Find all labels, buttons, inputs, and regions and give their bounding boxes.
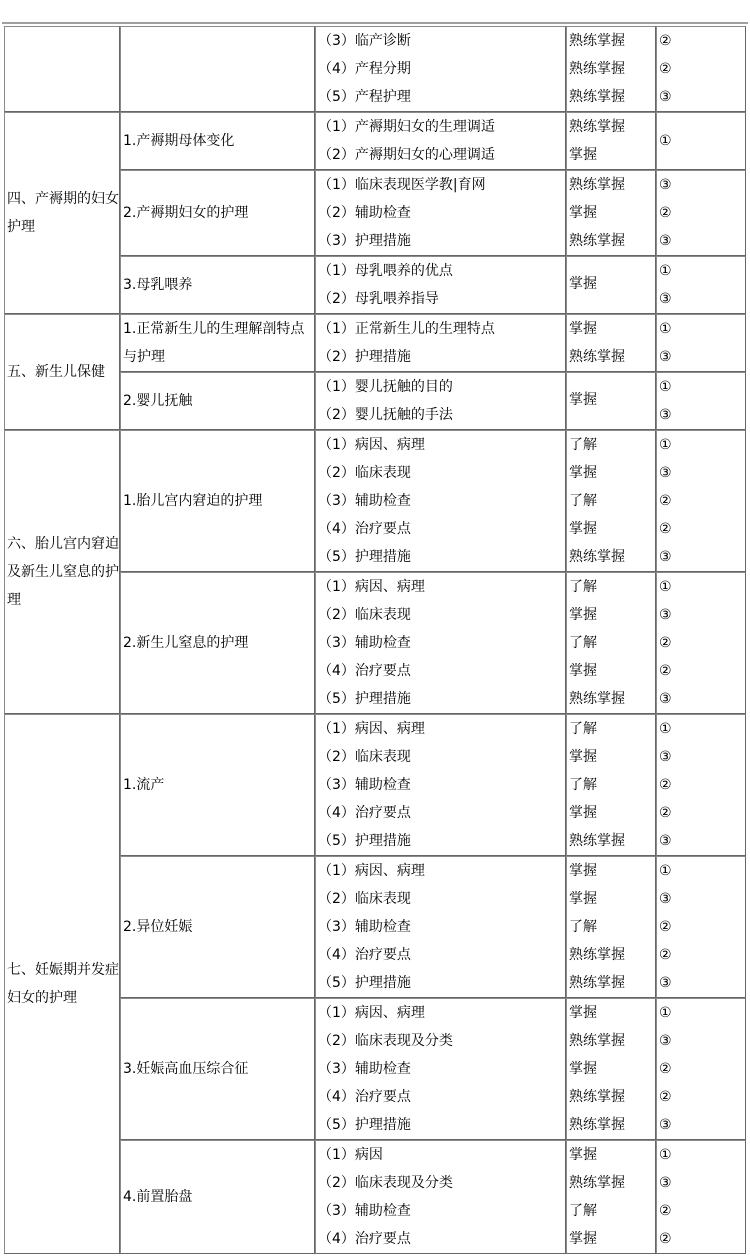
level-cell xyxy=(566,856,656,998)
content-text: （5）护理措施 xyxy=(318,1117,411,1133)
section-title-cell: 2.异位妊娠 xyxy=(120,856,315,998)
top-rule xyxy=(2,22,748,24)
section-title-cell xyxy=(120,26,315,112)
level-text: 熟练掌握 xyxy=(569,33,625,49)
content-text: （2）产褥期妇女的心理调适 xyxy=(318,147,495,163)
content-text: （2）临床表现及分类 xyxy=(318,1033,453,1049)
table-row xyxy=(4,112,746,170)
content-text: （2）辅助检查 xyxy=(318,205,411,221)
grade-text: ② xyxy=(659,1203,672,1219)
grade-cell xyxy=(656,170,746,256)
section-title-cell: 2.婴儿抚触 xyxy=(120,372,315,430)
content-text: （4）治疗要点 xyxy=(318,521,411,537)
level-text: 掌握 xyxy=(569,465,597,481)
content-text: （3）辅助检查 xyxy=(318,635,411,651)
level-cell xyxy=(566,714,656,856)
level-text: 熟练掌握 xyxy=(569,947,625,963)
grade-text: ③ xyxy=(659,549,672,565)
section-title-cell: 3.母乳喂养 xyxy=(120,256,315,314)
level-text: 掌握 xyxy=(569,147,597,163)
table-row xyxy=(4,26,746,112)
level-text: 掌握 xyxy=(569,521,597,537)
content-text: （3）辅助检查 xyxy=(318,493,411,509)
content-text: （2）临床表现 xyxy=(318,465,411,481)
content-cell xyxy=(315,112,566,170)
level-text: 了解 xyxy=(569,777,597,793)
content-text: （1）病因 xyxy=(318,1147,383,1163)
level-cell xyxy=(566,170,656,256)
content-text: （4）产程分期 xyxy=(318,61,411,77)
level-text: 熟练掌握 xyxy=(569,89,625,105)
level-cell xyxy=(566,256,656,314)
grade-text: ③ xyxy=(659,177,672,193)
grade-cell xyxy=(656,314,746,372)
level-text: 掌握 xyxy=(569,891,597,907)
level-text: 了解 xyxy=(569,1203,597,1219)
grade-text: ① xyxy=(659,1147,672,1163)
grade-text: ② xyxy=(659,777,672,793)
level-text: 掌握 xyxy=(569,321,597,337)
level-text: 熟练掌握 xyxy=(569,1089,625,1105)
grade-text: ② xyxy=(659,1061,672,1077)
level-text: 掌握 xyxy=(569,1147,597,1163)
level-text: 熟练掌握 xyxy=(569,177,625,193)
table-row xyxy=(4,430,746,572)
table-row xyxy=(4,314,746,372)
content-text: （3）辅助检查 xyxy=(318,777,411,793)
grade-cell xyxy=(656,112,746,170)
section-title-cell: 4.前置胎盘 xyxy=(120,1140,315,1254)
content-text: （4）治疗要点 xyxy=(318,1089,411,1105)
grade-text: ② xyxy=(659,493,672,509)
level-text: 熟练掌握 xyxy=(569,833,625,849)
content-text: （5）护理措施 xyxy=(318,975,411,991)
level-text: 掌握 xyxy=(569,276,597,293)
level-text: 了解 xyxy=(569,635,597,651)
grade-text: ① xyxy=(659,263,672,279)
table-row xyxy=(4,714,746,856)
grade-text: ① xyxy=(659,321,672,337)
content-text: （1）病因、病理 xyxy=(318,721,425,737)
grade-cell xyxy=(656,372,746,430)
grade-text: ③ xyxy=(659,607,672,623)
grade-text: ② xyxy=(659,947,672,963)
grade-text: ② xyxy=(659,1231,672,1247)
grade-text: ③ xyxy=(659,891,672,907)
grade-text: ③ xyxy=(659,349,672,365)
syllabus-table-body xyxy=(4,26,746,1254)
level-text: 熟练掌握 xyxy=(569,233,625,249)
level-text: 掌握 xyxy=(569,749,597,765)
content-cell xyxy=(315,430,566,572)
level-text: 熟练掌握 xyxy=(569,61,625,77)
content-text: （1）正常新生儿的生理特点 xyxy=(318,321,495,337)
grade-text: ③ xyxy=(659,233,672,249)
level-text: 熟练掌握 xyxy=(569,691,625,707)
level-text: 熟练掌握 xyxy=(569,349,625,365)
content-text: （2）婴儿抚触的手法 xyxy=(318,407,453,423)
level-text: 了解 xyxy=(569,437,597,453)
level-text: 熟练掌握 xyxy=(569,549,625,565)
content-text: （2）临床表现 xyxy=(318,891,411,907)
grade-text: ③ xyxy=(659,291,672,307)
level-text: 了解 xyxy=(569,721,597,737)
grade-text: ② xyxy=(659,205,672,221)
level-text: 了解 xyxy=(569,493,597,509)
category-cell: 五、新生儿保健 xyxy=(4,314,120,430)
section-title-cell: 1.胎儿宫内窘迫的护理 xyxy=(120,430,315,572)
content-text: （5）护理措施 xyxy=(318,833,411,849)
content-text: （4）治疗要点 xyxy=(318,663,411,679)
grade-text: ③ xyxy=(659,1033,672,1049)
content-text: （1）母乳喂养的优点 xyxy=(318,263,453,279)
grade-text: ① xyxy=(659,1005,672,1021)
grade-cell xyxy=(656,256,746,314)
grade-text: ① xyxy=(659,721,672,737)
content-cell xyxy=(315,256,566,314)
level-text: 熟练掌握 xyxy=(569,1117,625,1133)
content-cell xyxy=(315,170,566,256)
grade-cell xyxy=(656,856,746,998)
grade-text: ③ xyxy=(659,407,672,423)
grade-cell xyxy=(656,26,746,112)
level-text: 掌握 xyxy=(569,392,597,409)
level-text: 掌握 xyxy=(569,863,597,879)
level-text: 熟练掌握 xyxy=(569,1175,625,1191)
content-cell xyxy=(315,26,566,112)
content-text: （2）护理措施 xyxy=(318,349,411,365)
grade-text: ② xyxy=(659,61,672,77)
grade-cell xyxy=(656,1140,746,1254)
grade-cell xyxy=(656,998,746,1140)
grade-text: ③ xyxy=(659,1175,672,1191)
level-cell xyxy=(566,372,656,430)
grade-text: ③ xyxy=(659,1117,672,1133)
grade-text: ② xyxy=(659,919,672,935)
grade-text: ② xyxy=(659,805,672,821)
content-text: （5）护理措施 xyxy=(318,691,411,707)
grade-text: ① xyxy=(659,379,672,395)
category-cell: 七、妊娠期并发症妇女的护理 xyxy=(4,714,120,1254)
content-text: （5）产程护理 xyxy=(318,89,411,105)
grade-text: ① xyxy=(659,863,672,879)
content-text: （1）婴儿抚触的目的 xyxy=(318,379,453,395)
grade-text: ③ xyxy=(659,691,672,707)
level-text: 掌握 xyxy=(569,805,597,821)
content-text: （1）病因、病理 xyxy=(318,863,425,879)
content-text: （1）病因、病理 xyxy=(318,1005,425,1021)
grade-text: ② xyxy=(659,33,672,49)
content-cell xyxy=(315,1140,566,1254)
level-cell xyxy=(566,314,656,372)
content-text: （2）临床表现 xyxy=(318,749,411,765)
content-text: （3）辅助检查 xyxy=(318,919,411,935)
level-text: 掌握 xyxy=(569,1231,597,1247)
grade-text: ③ xyxy=(659,975,672,991)
content-text: （1）病因、病理 xyxy=(318,437,425,453)
content-text: （1）病因、病理 xyxy=(318,579,425,595)
content-cell xyxy=(315,998,566,1140)
content-cell xyxy=(315,314,566,372)
level-text: 掌握 xyxy=(569,663,597,679)
content-text: （3）辅助检查 xyxy=(318,1061,411,1077)
content-text: （5）护理措施 xyxy=(318,549,411,565)
content-text: （3）临产诊断 xyxy=(318,33,411,49)
category-cell: 四、产褥期的妇女护理 xyxy=(4,112,120,314)
section-title-cell: 2.新生儿窒息的护理 xyxy=(120,572,315,714)
level-cell xyxy=(566,112,656,170)
level-cell xyxy=(566,430,656,572)
section-title-cell: 1.流产 xyxy=(120,714,315,856)
content-text: （3）护理措施 xyxy=(318,233,411,249)
grade-cell xyxy=(656,714,746,856)
level-cell xyxy=(566,998,656,1140)
category-cell xyxy=(4,26,120,112)
level-text: 熟练掌握 xyxy=(569,975,625,991)
level-cell xyxy=(566,572,656,714)
grade-text: ① xyxy=(659,579,672,595)
grade-cell xyxy=(656,430,746,572)
level-text: 掌握 xyxy=(569,205,597,221)
level-text: 了解 xyxy=(569,579,597,595)
section-title-cell: 1.正常新生儿的生理解剖特点与护理 xyxy=(120,314,315,372)
content-text: （4）治疗要点 xyxy=(318,947,411,963)
syllabus-table xyxy=(4,26,746,1254)
content-text: （1）产褥期妇女的生理调适 xyxy=(318,119,495,135)
content-cell xyxy=(315,856,566,998)
grade-cell xyxy=(656,572,746,714)
grade-text: ③ xyxy=(659,465,672,481)
content-text: （2）母乳喂养指导 xyxy=(318,291,439,307)
grade-text: ① xyxy=(659,437,672,453)
grade-text: ② xyxy=(659,635,672,651)
level-text: 熟练掌握 xyxy=(569,1033,625,1049)
level-cell xyxy=(566,26,656,112)
grade-text: ② xyxy=(659,1089,672,1105)
content-text: （2）临床表现 xyxy=(318,607,411,623)
content-text: （2）临床表现及分类 xyxy=(318,1175,453,1191)
level-text: 掌握 xyxy=(569,1005,597,1021)
grade-text: ② xyxy=(659,521,672,537)
category-cell: 六、胎儿宫内窘迫及新生儿窒息的护理 xyxy=(4,430,120,714)
content-text: （3）辅助检查 xyxy=(318,1203,411,1219)
grade-text: ③ xyxy=(659,833,672,849)
level-text: 掌握 xyxy=(569,607,597,623)
content-text: （4）治疗要点 xyxy=(318,1231,411,1247)
section-title-cell: 3.妊娠高血压综合征 xyxy=(120,998,315,1140)
grade-text: ③ xyxy=(659,749,672,765)
section-title-cell: 2.产褥期妇女的护理 xyxy=(120,170,315,256)
section-title-cell: 1.产褥期母体变化 xyxy=(120,112,315,170)
content-text: （4）治疗要点 xyxy=(318,805,411,821)
grade-text: ① xyxy=(659,133,672,149)
grade-text: ③ xyxy=(659,89,672,105)
level-text: 熟练掌握 xyxy=(569,119,625,135)
content-cell xyxy=(315,714,566,856)
content-cell xyxy=(315,372,566,430)
level-cell xyxy=(566,1140,656,1254)
grade-text: ② xyxy=(659,663,672,679)
content-text: （1）临床表现医学教|育网 xyxy=(318,177,486,193)
level-text: 掌握 xyxy=(569,1061,597,1077)
level-text: 了解 xyxy=(569,919,597,935)
content-cell xyxy=(315,572,566,714)
